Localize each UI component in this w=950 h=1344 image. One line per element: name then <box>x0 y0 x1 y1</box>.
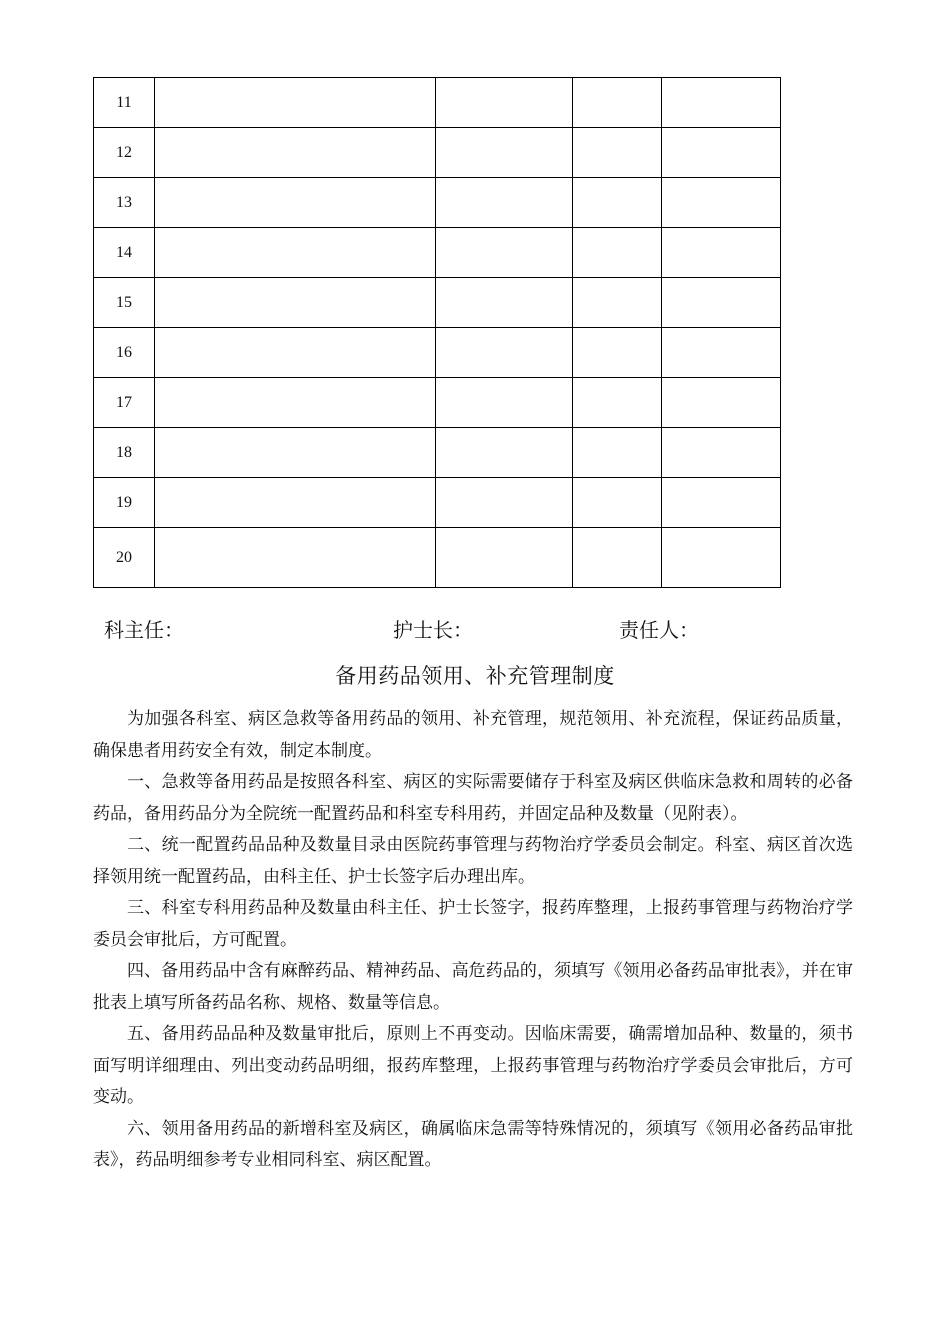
remark-cell <box>662 78 781 128</box>
drug-name-cell <box>155 478 436 528</box>
drug-list-table <box>93 77 781 588</box>
row-number: 15 <box>94 278 155 328</box>
row-number: 14 <box>94 228 155 278</box>
table-row <box>94 78 781 128</box>
spec-cell <box>436 278 573 328</box>
remark-cell <box>662 128 781 178</box>
table-row <box>94 128 781 178</box>
clause-4-paragraph: 四、备用药品中含有麻醉药品、精神药品、高危药品的，须填写《领用必备药品审批表》，并在审批表上填写所备药品名称、规格、数量等信息。 <box>93 961 853 1013</box>
responsible-person-signature-label: 责任人： <box>619 618 699 642</box>
spec-cell <box>436 228 573 278</box>
remark-cell <box>662 278 781 328</box>
quantity-cell <box>573 128 662 178</box>
remark-cell <box>662 178 781 228</box>
drug-name-cell <box>155 328 436 378</box>
table-row <box>94 528 781 588</box>
clause-5-paragraph: 五、备用药品品种及数量审批后，原则上不再变动。因临床需要，确需增加品种、数量的，须书面写明详细理由、列出变动药品明细，报药库整理，上报药事管理与药物治疗学委员会审批后，方可变动。 <box>93 1024 853 1107</box>
table-row <box>94 178 781 228</box>
table-row <box>94 428 781 478</box>
spec-cell <box>436 328 573 378</box>
quantity-cell <box>573 528 662 588</box>
row-number: 16 <box>94 328 155 378</box>
document-title: 备用药品领用、补充管理制度 <box>335 664 615 688</box>
row-number: 13 <box>94 178 155 228</box>
drug-name-cell <box>155 178 436 228</box>
drug-name-cell <box>155 78 436 128</box>
dept-head-signature-label: 科主任： <box>104 618 184 642</box>
drug-name-cell <box>155 378 436 428</box>
spec-cell <box>436 478 573 528</box>
remark-cell <box>662 328 781 378</box>
table-row <box>94 228 781 278</box>
drug-name-cell <box>155 278 436 328</box>
spec-cell <box>436 178 573 228</box>
drug-name-cell <box>155 228 436 278</box>
signature-row <box>0 614 950 644</box>
spec-cell <box>436 128 573 178</box>
quantity-cell <box>573 378 662 428</box>
row-number: 17 <box>94 378 155 428</box>
table-row <box>94 278 781 328</box>
row-number: 12 <box>94 128 155 178</box>
remark-cell <box>662 378 781 428</box>
table-row <box>94 328 781 378</box>
remark-cell <box>662 228 781 278</box>
quantity-cell <box>573 228 662 278</box>
remark-cell <box>662 428 781 478</box>
drug-name-cell <box>155 428 436 478</box>
quantity-cell <box>573 78 662 128</box>
clause-6-paragraph: 六、领用备用药品的新增科室及病区，确属临床急需等特殊情况的，须填写《领用必备药品审批表》，药品明细参考专业相同科室、病区配置。 <box>93 1118 853 1170</box>
table-row <box>94 378 781 428</box>
quantity-cell <box>573 478 662 528</box>
head-nurse-signature-label: 护士长： <box>393 618 473 642</box>
table-row <box>94 478 781 528</box>
quantity-cell <box>573 428 662 478</box>
quantity-cell <box>573 278 662 328</box>
spec-cell <box>436 378 573 428</box>
remark-cell <box>662 528 781 588</box>
spec-cell <box>436 78 573 128</box>
quantity-cell <box>573 328 662 378</box>
intro-paragraph: 为加强各科室、病区急救等备用药品的领用、补充管理，规范领用、补充流程，保证药品质量，确保患者用药安全有效，制定本制度。 <box>93 709 853 761</box>
drug-name-cell <box>155 128 436 178</box>
drug-name-cell <box>155 528 436 588</box>
clause-3-paragraph: 三、科室专科用药品种及数量由科主任、护士长签字，报药库整理，上报药事管理与药物治疗学委员会审批后，方可配置。 <box>93 898 853 950</box>
spec-cell <box>436 528 573 588</box>
remark-cell <box>662 478 781 528</box>
document-body <box>93 704 853 1177</box>
row-number: 19 <box>94 478 155 528</box>
quantity-cell <box>573 178 662 228</box>
spec-cell <box>436 428 573 478</box>
row-number: 18 <box>94 428 155 478</box>
clause-1-paragraph: 一、急救等备用药品是按照各科室、病区的实际需要储存于科室及病区供临床急救和周转的必备药品，备用药品分为全院统一配置药品和科室专科用药，并固定品种及数量（见附表）。 <box>93 772 853 824</box>
row-number: 20 <box>94 528 155 588</box>
row-number: 11 <box>94 78 155 128</box>
clause-2-paragraph: 二、统一配置药品品种及数量目录由医院药事管理与药物治疗学委员会制定。科室、病区首次选择领用统一配置药品，由科主任、护士长签字后办理出库。 <box>93 835 853 887</box>
